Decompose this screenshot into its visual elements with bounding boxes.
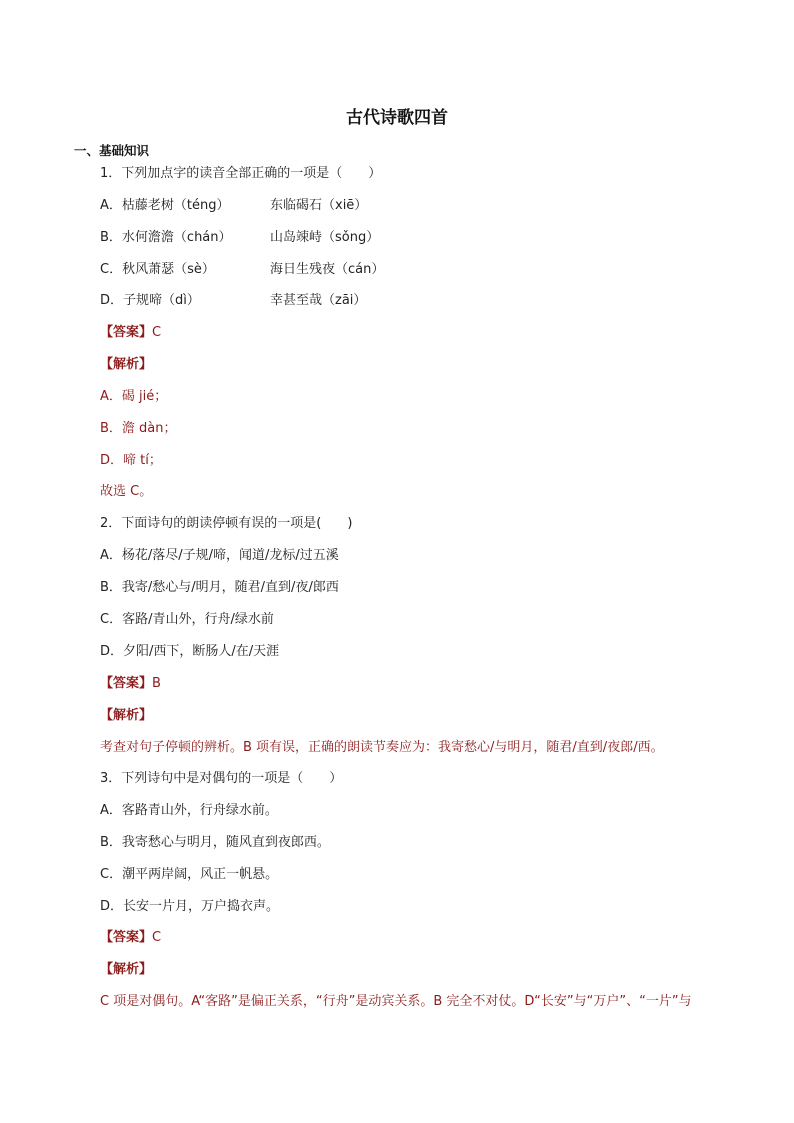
q3-option-c: C．潮平两岸阔，风正一帆悬。 (100, 867, 279, 882)
q1-answer-value: C (152, 325, 162, 340)
q2-option-d: D．夕阳/西下，断肠人/在/天涯 (100, 644, 280, 659)
q1-analysis-label: 【解析】 (100, 357, 153, 372)
q3-answer-label: 【答案】 (100, 930, 153, 945)
q3-stem: 3．下列诗句中是对偶句的一项是（ ） (100, 771, 343, 786)
q2-answer-value: B (152, 676, 161, 691)
q1-option-d-right: 幸甚至哉（zāi） (270, 293, 367, 308)
q1-option-d-left: D．子规啼（dì） (100, 293, 200, 308)
q2-option-b: B．我寄/愁心与/明月，随君/直到/夜/郎西 (100, 580, 339, 595)
q1-answer-label: 【答案】 (100, 325, 153, 340)
q3-option-b: B．我寄愁心与明月，随风直到夜郎西。 (100, 835, 330, 850)
section-heading: 一、基础知识 (74, 143, 150, 158)
q1-analysis-a: A．碣 jié； (100, 389, 168, 404)
q2-analysis: 考查对句子停顿的辨析。B 项有误，正确的朗读节奏应为：我寄愁心/与明月，随君/直到/夜郎/西。 (100, 740, 664, 755)
q1-analysis-b: B．澹 dàn； (100, 421, 177, 436)
q1-stem: 1．下列加点字的读音全部正确的一项是（ ） (100, 166, 382, 181)
q3-option-a: A．客路青山外，行舟绿水前。 (100, 803, 278, 818)
q2-option-c: C．客路/青山外，行舟/绿水前 (100, 612, 274, 627)
q1-option-b-left: B．水何澹澹（chán） (100, 230, 232, 245)
q1-answer (100, 324, 161, 342)
q2-answer (100, 675, 161, 693)
document-title: 古代诗歌四首 (346, 108, 448, 128)
q3-analysis: C 项是对偶句。A“客路”是偏正关系，“行舟”是动宾关系。B 完全不对仗。D“长安”与“万户”、“一片”与 (100, 994, 692, 1009)
q2-stem: 2．下面诗句的朗读停顿有误的一项是( ) (100, 516, 353, 531)
q3-analysis-label: 【解析】 (100, 962, 153, 977)
q1-option-c-left: C．秋风萧瑟（sè） (100, 262, 215, 277)
q1-conclusion: 故选 C。 (100, 484, 153, 499)
q1-analysis-d: D．啼 tí； (100, 453, 162, 468)
q1-option-b-right: 山岛竦峙（sǒng） (270, 230, 380, 245)
q3-option-d: D．长安一片月，万户捣衣声。 (100, 899, 280, 914)
q2-answer-label: 【答案】 (100, 676, 153, 691)
q3-answer-value: C (152, 930, 162, 945)
q2-option-a: A．杨花/落尽/子规/啼，闻道/龙标/过五溪 (100, 548, 339, 563)
q1-option-a-right: 东临碣石（xiē） (270, 198, 368, 213)
q1-option-c-right: 海日生残夜（cán） (270, 262, 385, 277)
q2-analysis-label: 【解析】 (100, 708, 153, 723)
q1-option-a-left: A．枯藤老树（téng） (100, 198, 230, 213)
q3-answer (100, 929, 161, 947)
